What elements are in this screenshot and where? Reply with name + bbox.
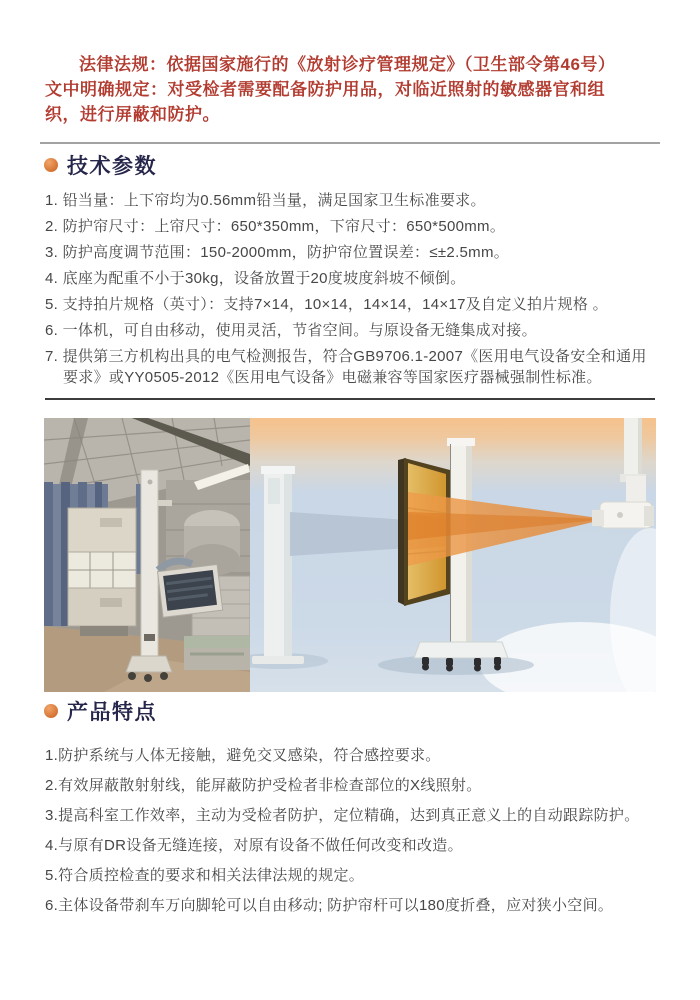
tech-spec-item-3: 3. 防护高度调节范围：150-2000mm，防护帘位置误差：≤±2.5mm。 [45,244,510,261]
features-section-title: 产品特点 [67,701,157,724]
tech-spec-item-2: 2. 防护帘尺寸：上帘尺寸：650*350mm，下帘尺寸：650*500mm。 [45,218,506,235]
tech-spec-list [45,190,650,393]
features-section-header [44,698,157,724]
beam-protection-render [250,418,656,692]
feature-item-2: 2.有效屏蔽散射射线，能屏蔽防护受检者非检查部位的X线照射。 [45,777,482,794]
tech-section-title: 技术参数 [67,155,157,178]
xray-room-photo [44,418,250,692]
feature-item-4: 4.与原有DR设备无缝连接，对原有设备不做任何改变和改造。 [45,837,463,854]
feature-item-3: 3.提高科室工作效率，主动为受检者防护，定位精确，达到真正意义上的自动跟踪防护。 [45,807,640,824]
tech-spec-item-6: 6. 一体机，可自由移动，使用灵活，节省空间。与原设备无缝集成对接。 [45,322,537,339]
tech-section-header [44,152,157,178]
legal-notice: 法律法规：依据国家施行的《放射诊疗管理规定》（卫生部令第46号）文中明确规定：对受检者需要配备防护用品，对临近照射的敏感器官和组织，进行屏蔽和防护。 [45,55,607,124]
tech-spec-item-4: 4. 底座为配重不小于30kg，设备放置于20度坡度斜坡不倾倒。 [45,270,466,287]
section-divider-light [40,142,660,144]
feature-item-5: 5.符合质控检查的要求和相关法律法规的规定。 [45,867,365,884]
orange-dot-icon [44,158,58,172]
feature-item-1: 1.防护系统与人体无接触，避免交叉感染，符合感控要求。 [45,747,441,764]
tech-spec-item-7: 7. 提供第三方机构出具的电气检测报告，符合GB9706.1-2007《医用电气设备安全和通用要求》或YY0505-2012《医用电气设备》电磁兼容等国家医疗器械强制性标准。 [45,348,647,386]
section-divider-dark [45,398,655,400]
feature-item-6: 6.主体设备带刹车万向脚轮可以自由移动; 防护帘杆可以180度折叠，应对狭小空间。 [45,897,614,914]
tech-spec-item-1: 1. 铅当量：上下帘均为0.56mm铅当量，满足国家卫生标准要求。 [45,192,486,209]
feature-list [45,746,657,926]
tech-spec-item-5: 5. 支持拍片规格（英寸）：支持7×14，10×14，14×14，14×17及自定义拍片规格 。 [45,296,608,313]
product-figures [44,418,656,692]
orange-dot-icon [44,704,58,718]
